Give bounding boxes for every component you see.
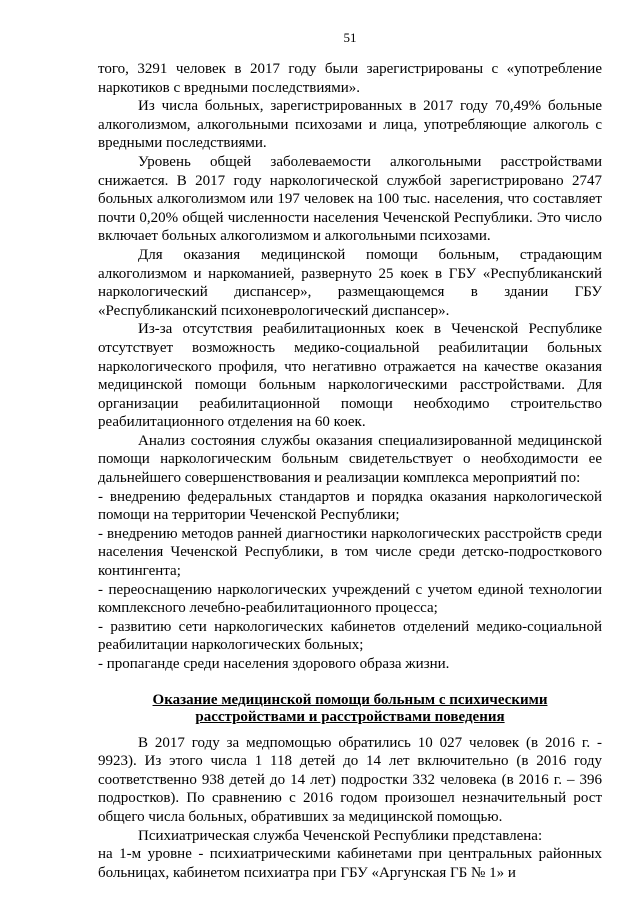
section-heading-line: расстройствами и расстройствами поведения — [195, 708, 505, 725]
list-item: - внедрению методов ранней диагностики наркологических расстройств среди населения Чеченской Республики, в том числе среди детско-подросткового контингента; — [98, 525, 602, 580]
list-item: - внедрению федеральных стандартов и порядка оказания наркологической помощи на территории Чеченской Республики; — [98, 488, 602, 524]
paragraph: на 1-м уровне - психиатрическими кабинетами при центральных районных больницах, кабинетом психиатра при ГБУ «Аргунская ГБ № 1» и — [98, 846, 602, 881]
paragraph: В 2017 году за медпомощью обратились 10 027 человек (в 2016 г. - 9923). Из этого числа 1 118 детей до 14 лет включительно (в 2016 году соответственно 938 детей до 14 лет) подростки 332 человека (в 2016 г. – 396 подростков). По сравнению с 2016 годом произошел незначительный рост общего числа больных, обративших за медицинской помощью. — [98, 734, 602, 825]
list-item: - развитию сети наркологических кабинетов отделений медико-социальной реабилитации наркологических больных; — [98, 618, 602, 654]
paragraph: Анализ состояния службы оказания специализированной медицинской помощи наркологическим больным свидетельствует о необходимости ее дальнейшего совершенствования и реализации комплекса мероприятий по: — [98, 432, 602, 487]
body-text-bottom — [98, 734, 602, 883]
paragraph: Из числа больных, зарегистрированных в 2017 году 70,49% больные алкоголизмом, алкогольными психозами и лица, употребляющие алкоголь с вредными последствиями. — [98, 98, 602, 152]
paragraph: Уровень общей заболеваемости алкогольными расстройствами снижается. В 2017 году наркологической службой зарегистрировано 2747 больных алкоголизмом или 197 человек на 100 тыс. населения, что составляет почти 0,20% общей численности населения Чеченской Республики. Это число включает больных алкоголизмом и алкогольными психозами. — [98, 153, 602, 245]
paragraph: Из-за отсутствия реабилитационных коек в Чеченской Республике отсутствует возможность медико-социальной реабилитации больных наркологического профиля, что негативно отражается на качестве оказания медицинской помощи больным наркологическими расстройствами. Для организации реабилитационной помощи необходимо строительство реабилитационного отделения на 60 коек. — [98, 321, 602, 431]
body-text-top — [98, 60, 602, 674]
list-item: - пропаганде среди населения здорового образа жизни. — [98, 656, 450, 672]
paragraph: Для оказания медицинской помощи больным, страдающим алкоголизмом и наркоманией, развернуто 25 коек в ГБУ «Республиканский наркологический диспансер», размещающемся в здании ГБУ «Республиканский психоневрологический диспансер». — [98, 246, 602, 319]
section-heading-line: Оказание медицинской помощи больным с психическими — [152, 691, 548, 708]
list-item: - переоснащению наркологических учреждений с учетом единой технологии комплексного лечебно-реабилитационного процесса; — [98, 581, 602, 617]
document-page — [98, 30, 602, 882]
paragraph: Психиатрическая служба Чеченской Республики представлена: — [138, 827, 543, 844]
section-heading — [98, 692, 602, 726]
page-number: 51 — [343, 30, 357, 45]
paragraph: того, 3291 человек в 2017 году были зарегистрированы с «употребление наркотиков с вредными последствиями». — [98, 61, 602, 96]
